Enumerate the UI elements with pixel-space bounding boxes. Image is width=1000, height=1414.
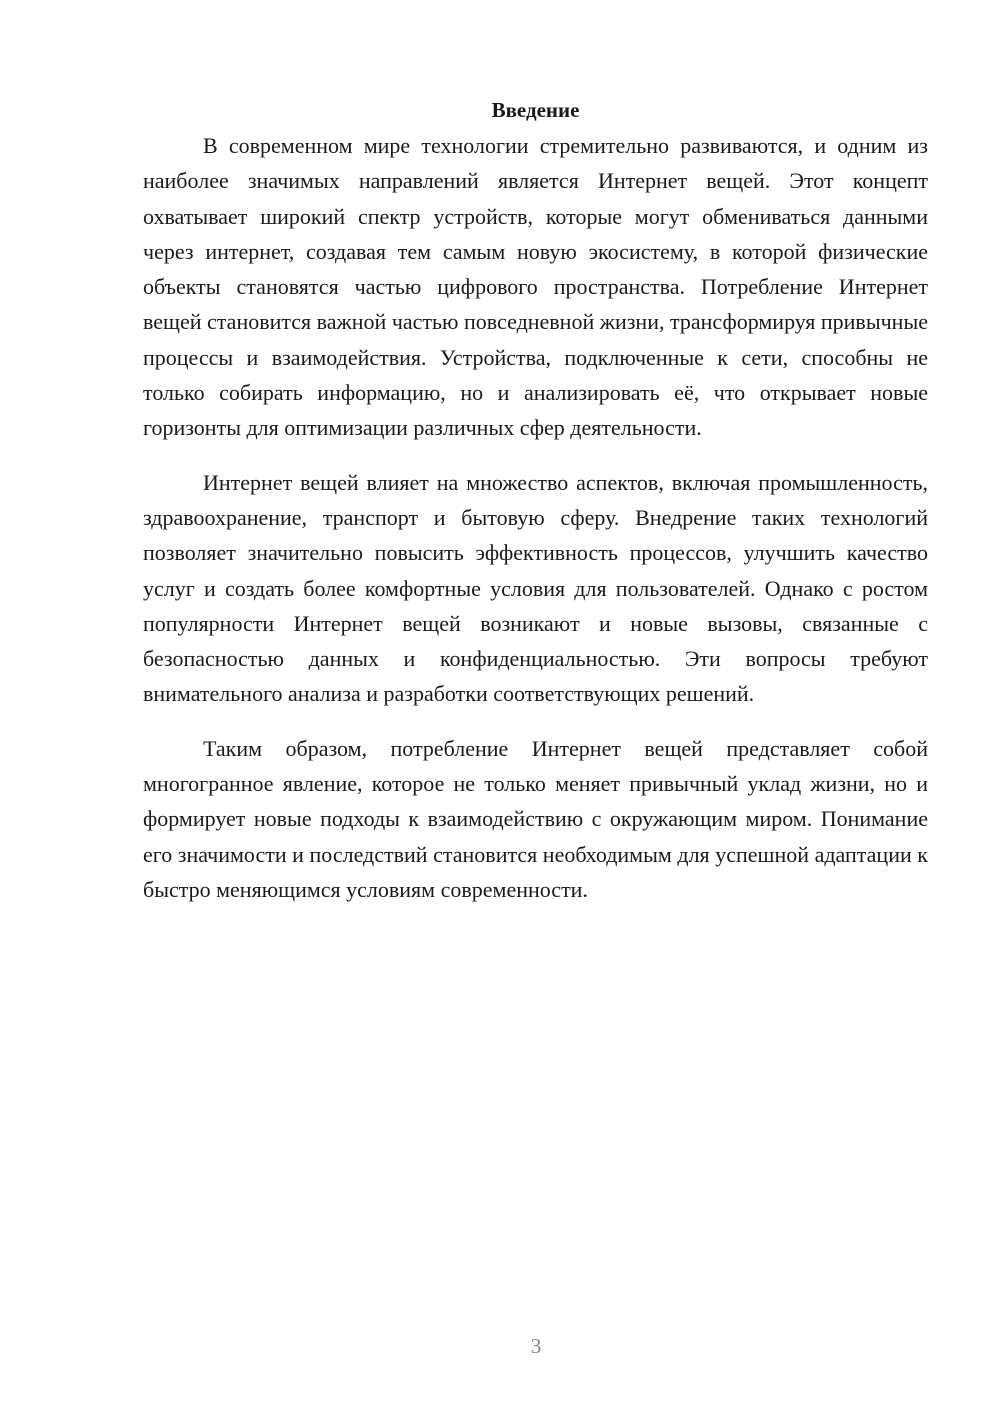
page-number: 3 bbox=[530, 1334, 542, 1358]
section-title: Введение bbox=[491, 98, 580, 122]
paragraph-2: Интернет вещей влияет на множество аспектов, включая промышленность, здравоохранение, транспорт и бытовую сферу. Внедрение таких технологий позволяет значительно повысить эффективность процессов, улучшить качество услуг и создать более комфортные условия для пользователей. Однако с ростом популярности Интернет вещей возникают и новые вызовы, связанные с безопасностью данных и конфиденциальностью. Эти вопросы требуют внимательного анализа и разработки соответствующих решений. bbox=[143, 469, 928, 707]
paragraph-1: В современном мире технологии стремительно развиваются, и одним из наиболее значимых направлений является Интернет вещей. Этот концепт охватывает широкий спектр устройств, которые могут обмениваться данными через интернет, создавая тем самым новую экосистему, в которой физические объекты становятся частью цифрового пространства. Потребление Интернет вещей становится важной частью повседневной жизни, трансформируя привычные процессы и взаимодействия. Устройства, подключенные к сети, способны не только собирать информацию, но и анализировать её, что открывает новые горизонты для оптимизации различных сфер деятельности. bbox=[143, 133, 928, 441]
paragraph-3: Таким образом, потребление Интернет вещей представляет собой многогранное явление, которое не только меняет привычный уклад жизни, но и формирует новые подходы к взаимодействию с окружающим миром. Понимание его значимости и последствий становится необходимым для успешной адаптации к быстро меняющимся условиям современности. bbox=[143, 735, 928, 902]
document-body bbox=[143, 92, 928, 926]
